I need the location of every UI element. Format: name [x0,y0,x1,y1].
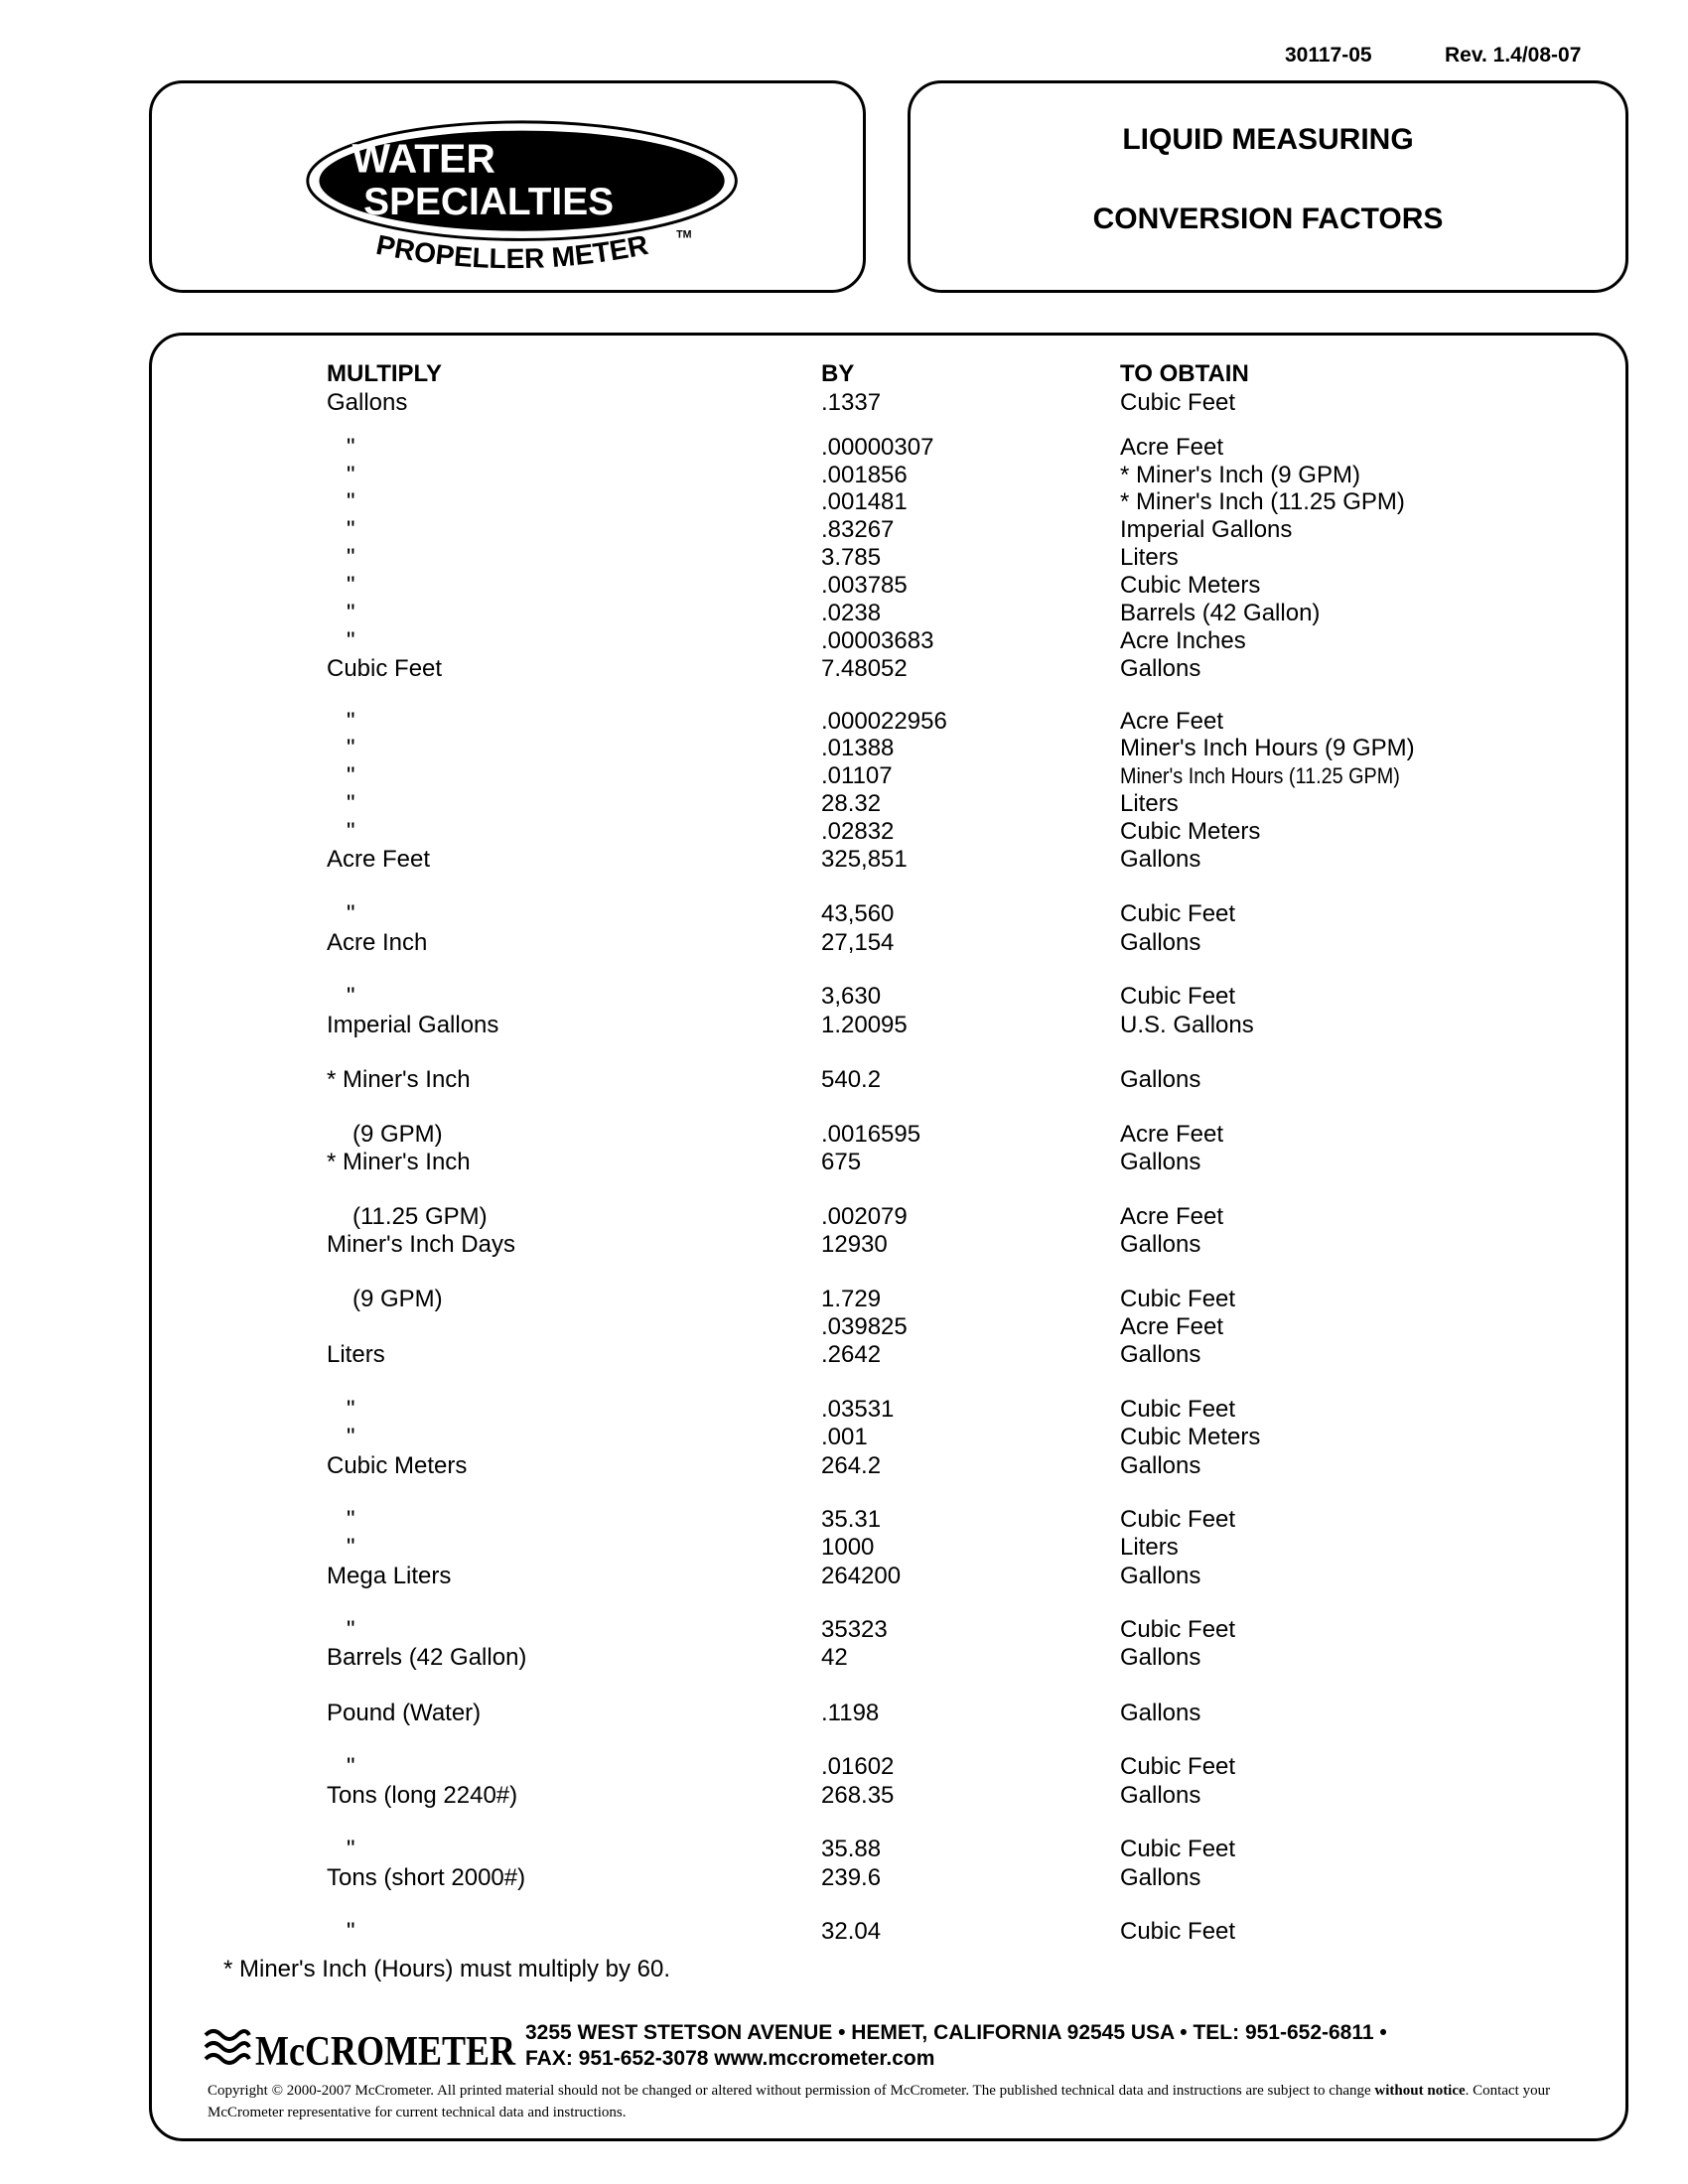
row-result-unit: Acre Feet [1120,1121,1224,1148]
row-factor: 325,851 [821,846,908,873]
logo-word-specialties: SPECIALTIES [363,181,615,224]
row-factor: .003785 [821,572,908,599]
row-multiply: Mega Liters [327,1563,452,1589]
row-multiply: " [347,1424,355,1450]
row-result-unit: Acre Feet [1120,708,1224,735]
trademark-mark: TM [676,228,692,241]
row-result-unit: Cubic Feet [1120,1396,1236,1423]
header-multiply: MULTIPLY [327,360,443,387]
copyright-notice [208,2080,1588,2123]
title-line-1: LIQUID MEASURING [1122,123,1414,156]
row-multiply: " [347,1506,355,1533]
row-multiply: " [347,462,355,488]
row-result-unit: Acre Inches [1120,627,1246,654]
row-result-unit: Miner's Inch Hours (9 GPM) [1120,735,1415,761]
row-factor: 28.32 [821,790,882,817]
row-result-unit: Cubic Meters [1120,1424,1261,1450]
row-multiply: * Miner's Inch [327,1149,471,1175]
row-factor: .01388 [821,735,895,761]
row-multiply: " [347,627,355,654]
row-result-unit: Cubic Meters [1120,572,1261,599]
row-result-unit: Cubic Feet [1120,1836,1236,1862]
row-result-unit: Gallons [1120,655,1201,682]
row-multiply: Tons (short 2000#) [327,1864,526,1891]
row-result-unit: Gallons [1120,929,1201,956]
row-factor: 43,560 [821,900,895,927]
row-multiply: " [347,1396,355,1423]
row-result-unit: Gallons [1120,1864,1201,1891]
row-result-unit: Gallons [1120,846,1201,873]
row-factor: .0238 [821,600,882,626]
row-factor: .00000307 [821,434,934,461]
mccrometer-wordmark: McCROMETER [255,2029,516,2075]
row-result-unit: Cubic Feet [1120,1286,1236,1312]
row-result-unit: Gallons [1120,1563,1201,1589]
row-multiply: Cubic Feet [327,655,443,682]
row-result-unit: Liters [1120,544,1179,571]
row-multiply: " [347,572,355,599]
row-factor: .02832 [821,818,895,845]
row-factor: .0016595 [821,1121,921,1148]
row-result-unit: Gallons [1120,1644,1201,1671]
row-result-unit: Cubic Feet [1120,1506,1236,1533]
row-multiply: " [347,1836,355,1862]
row-factor: 264.2 [821,1452,882,1479]
row-multiply: Cubic Meters [327,1452,468,1479]
row-result-unit: Acre Feet [1120,1313,1224,1340]
row-multiply: " [347,735,355,761]
row-multiply: " [347,434,355,461]
row-factor: .83267 [821,516,895,543]
row-factor: 35.88 [821,1836,882,1862]
row-result-unit: Cubic Feet [1120,1753,1236,1780]
copyright-emphasis: without notice [1374,2083,1466,2099]
row-result-unit: Gallons [1120,1149,1201,1175]
row-result-unit: Miner's Inch Hours (11.25 GPM) [1120,763,1400,788]
row-factor: 35.31 [821,1506,882,1533]
row-result-unit: Gallons [1120,1700,1201,1726]
row-multiply: Pound (Water) [327,1700,482,1726]
row-factor: .2642 [821,1341,882,1368]
row-factor: 7.48052 [821,655,908,682]
row-multiply: " [347,818,355,845]
row-factor: .03531 [821,1396,895,1423]
header-to-obtain: TO OBTAIN [1120,360,1249,387]
row-result-unit: Barrels (42 Gallon) [1120,600,1321,626]
row-factor: 239.6 [821,1864,882,1891]
wave-icon [206,2031,249,2063]
row-result-unit: Gallons [1120,1782,1201,1809]
row-result-unit: Cubic Feet [1120,900,1236,927]
document-number: 30117-05 [1285,44,1372,67]
row-multiply: Gallons [327,389,408,416]
row-factor: .1337 [821,389,882,416]
row-multiply: Acre Inch [327,929,428,956]
row-factor: .039825 [821,1313,908,1340]
row-multiply: " [347,1753,355,1780]
row-result-unit: Acre Feet [1120,434,1224,461]
row-result-unit: Gallons [1120,1341,1201,1368]
footnote: * Miner's Inch (Hours) must multiply by 60. [223,1956,671,1982]
row-multiply: (11.25 GPM) [352,1203,488,1230]
row-multiply: " [347,544,355,571]
copyright-text-end: . Contact your McCrometer representative for current technical data and instructions. [208,2083,1551,2120]
row-result-unit: Imperial Gallons [1120,516,1293,543]
row-result-unit: Acre Feet [1120,1203,1224,1230]
logo-word-water: WATER [352,135,495,182]
row-result-unit: Liters [1120,1534,1179,1561]
row-multiply: " [347,488,355,515]
row-multiply: " [347,983,355,1010]
row-factor: 27,154 [821,929,895,956]
row-multiply: Liters [327,1341,385,1368]
row-multiply: " [347,1534,355,1561]
revision-label: Rev. 1.4/08-07 [1445,44,1582,67]
row-multiply: " [347,762,355,789]
row-factor: .001481 [821,488,908,515]
row-factor: .1198 [821,1700,880,1726]
row-multiply: * Miner's Inch [327,1066,471,1093]
conversion-table-panel [149,333,1628,2141]
row-result-unit: Cubic Feet [1120,1918,1236,1945]
title-panel [908,80,1628,293]
row-factor: 3.785 [821,544,882,571]
row-factor: 35323 [821,1616,888,1643]
row-result-unit: Cubic Meters [1120,818,1261,845]
row-multiply: " [347,708,355,735]
logo-subtitle: PROPELLER METER [373,227,651,275]
row-factor: 268.35 [821,1782,895,1809]
row-multiply: (9 GPM) [352,1121,443,1148]
row-result-unit: Gallons [1120,1066,1201,1093]
row-factor: 32.04 [821,1918,882,1945]
water-specialties-logo [152,83,863,290]
row-factor: .01107 [821,762,893,789]
row-factor: 42 [821,1644,848,1671]
row-multiply: " [347,516,355,543]
row-multiply: " [347,1918,355,1945]
title-line-2: CONVERSION FACTORS [1092,203,1444,235]
row-factor: .000022956 [821,708,947,735]
row-factor: 264200 [821,1563,902,1589]
row-factor: 1.729 [821,1286,882,1312]
row-result-unit: Cubic Feet [1120,389,1236,416]
row-multiply: Miner's Inch Days [327,1231,515,1258]
row-multiply: " [347,600,355,626]
row-factor: 12930 [821,1231,888,1258]
row-factor: .01602 [821,1753,895,1780]
row-factor: 675 [821,1149,862,1175]
copyright-text: Copyright © 2000-2007 McCrometer. All printed material should not be changed or altered without permission of McCrometer. The published technical data and instructions are subject to change [208,2083,1375,2099]
row-result-unit: Gallons [1120,1452,1201,1479]
row-multiply: Acre Feet [327,846,431,873]
row-result-unit: Gallons [1120,1231,1201,1258]
mccrometer-logo [204,2021,521,2073]
logo-panel [149,80,866,293]
row-factor: .002079 [821,1203,908,1230]
row-factor: 1000 [821,1534,875,1561]
row-result-unit: Liters [1120,790,1179,817]
row-multiply: Tons (long 2240#) [327,1782,518,1809]
row-factor: 540.2 [821,1066,882,1093]
row-factor: 3,630 [821,983,882,1010]
row-result-unit: U.S. Gallons [1120,1012,1254,1038]
row-multiply: " [347,1616,355,1643]
row-multiply: Imperial Gallons [327,1012,499,1038]
row-factor: 1.20095 [821,1012,908,1038]
row-factor: .001856 [821,462,908,488]
row-factor: .00003683 [821,627,934,654]
row-result-unit: Cubic Feet [1120,1616,1236,1643]
row-result-unit: Cubic Feet [1120,983,1236,1010]
header-by: BY [821,360,855,387]
company-address: 3255 WEST STETSON AVENUE • HEMET, CALIFORNIA 92545 USA • TEL: 951-652-6811 • FAX: 951-652-3078 www.mccrometer.com [525,2021,1387,2070]
row-multiply: Barrels (42 Gallon) [327,1644,527,1671]
row-multiply: " [347,790,355,817]
row-factor: .001 [821,1424,868,1450]
row-result-unit: * Miner's Inch (11.25 GPM) [1120,488,1405,515]
row-multiply: (9 GPM) [352,1286,443,1312]
row-result-unit: * Miner's Inch (9 GPM) [1120,462,1360,488]
row-multiply: " [347,900,355,927]
